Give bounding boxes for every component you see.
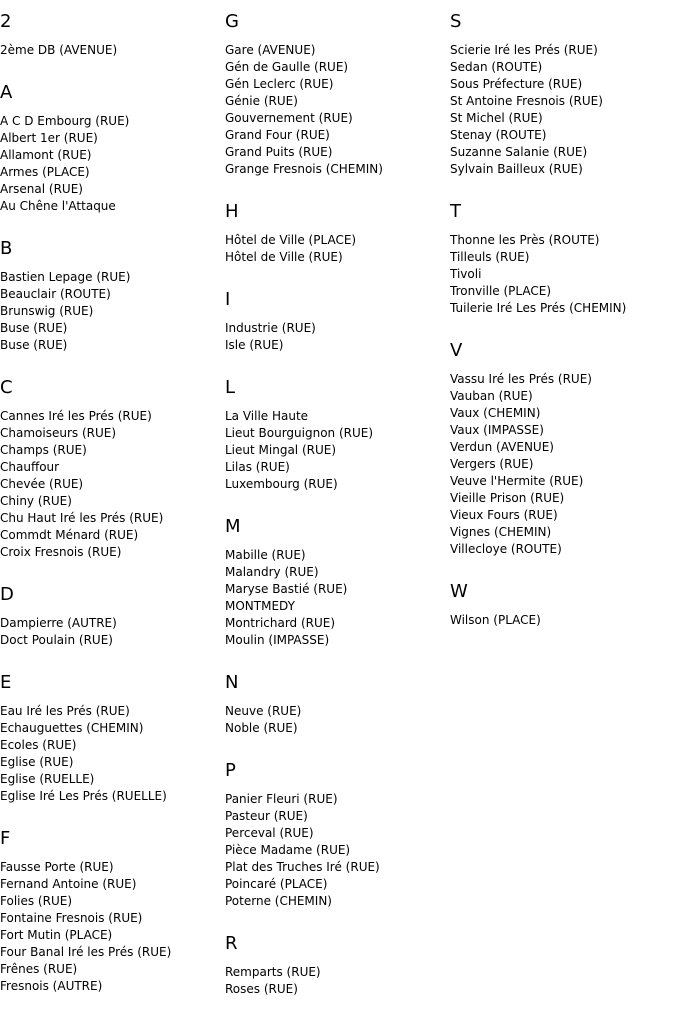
- street-list-item[interactable]: Panier Fleuri (RUE): [225, 792, 338, 806]
- letter-section: [450, 12, 675, 178]
- street-list-item[interactable]: Fresnois (AUTRE): [0, 979, 103, 993]
- street-list-item[interactable]: Beauclair (ROUTE): [0, 287, 111, 301]
- street-list-item[interactable]: Echauguettes (CHEMIN): [0, 721, 144, 735]
- street-list-item[interactable]: La Ville Haute: [225, 409, 309, 423]
- street-list: [225, 791, 450, 910]
- street-list: [225, 42, 450, 178]
- street-list: [450, 371, 675, 558]
- street-index-column-2: [225, 0, 450, 1022]
- letter-section: [225, 202, 450, 266]
- street-list-item[interactable]: Hôtel de Ville (RUE): [225, 250, 343, 264]
- street-list-item[interactable]: Eau Iré les Prés (RUE): [0, 704, 130, 718]
- street-list-item[interactable]: Chu Haut Iré les Prés (RUE): [0, 511, 164, 525]
- street-list: [0, 859, 225, 995]
- letter-section: [225, 761, 450, 910]
- street-list: [0, 269, 225, 354]
- street-list-item[interactable]: Chiny (RUE): [0, 494, 72, 508]
- street-list-item[interactable]: Arsenal (RUE): [0, 182, 83, 196]
- street-list-item[interactable]: Ecoles (RUE): [0, 738, 77, 752]
- street-list-item[interactable]: Perceval (RUE): [225, 826, 314, 840]
- street-list-item[interactable]: Gouvernement (RUE): [225, 111, 353, 125]
- street-list-item[interactable]: Fort Mutin (PLACE): [0, 928, 113, 942]
- section-letter-heading: I: [225, 289, 231, 310]
- street-list-item[interactable]: Chamoiseurs (RUE): [0, 426, 117, 440]
- street-list-item[interactable]: Doct Poulain (RUE): [0, 633, 113, 647]
- section-letter-heading: D: [0, 584, 14, 605]
- street-list-item[interactable]: Pièce Madame (RUE): [225, 843, 351, 857]
- street-list-item[interactable]: Folies (RUE): [0, 894, 72, 908]
- letter-section: [0, 378, 225, 561]
- letter-section: [225, 934, 450, 998]
- street-list-item[interactable]: Sylvain Bailleux (RUE): [450, 162, 583, 176]
- street-list-item[interactable]: Grand Puits (RUE): [225, 145, 333, 159]
- street-list-item[interactable]: Vieux Fours (RUE): [450, 508, 558, 522]
- section-letter-heading: M: [225, 516, 241, 537]
- letter-section: [0, 673, 225, 805]
- street-list-item[interactable]: Gén Leclerc (RUE): [225, 77, 334, 91]
- street-list-item[interactable]: Grand Four (RUE): [225, 128, 330, 142]
- street-list: [225, 320, 450, 354]
- street-list-item[interactable]: Lieut Mingal (RUE): [225, 443, 337, 457]
- street-list: [0, 42, 225, 59]
- street-list-item[interactable]: Isle (RUE): [225, 338, 284, 352]
- street-list-item[interactable]: Gén de Gaulle (RUE): [225, 60, 349, 74]
- street-list: [450, 42, 675, 178]
- section-letter-heading: V: [450, 340, 463, 361]
- street-list: [225, 703, 450, 737]
- letter-section: [225, 517, 450, 649]
- street-list: [0, 408, 225, 561]
- street-list-item[interactable]: Chevée (RUE): [0, 477, 84, 491]
- letter-section: [225, 673, 450, 737]
- street-list-item[interactable]: Tilleuls (RUE): [450, 250, 530, 264]
- section-letter-heading: B: [0, 238, 13, 259]
- street-list-item[interactable]: St Antoine Fresnois (RUE): [450, 94, 603, 108]
- letter-section: [0, 239, 225, 354]
- street-list: [225, 547, 450, 649]
- letter-section: [450, 582, 675, 629]
- street-list-item[interactable]: Au Chêne l'Attaque: [0, 199, 116, 213]
- street-list-item[interactable]: Frênes (RUE): [0, 962, 78, 976]
- street-list-item[interactable]: Vignes (CHEMIN): [450, 525, 552, 539]
- street-index-column-1: [0, 0, 225, 1019]
- street-list-item[interactable]: Eglise Iré Les Prés (RUELLE): [0, 789, 167, 803]
- street-list-item[interactable]: Noble (RUE): [225, 721, 298, 735]
- street-list-item[interactable]: St Michel (RUE): [450, 111, 543, 125]
- street-list-item[interactable]: Fontaine Fresnois (RUE): [0, 911, 143, 925]
- street-list-item[interactable]: Buse (RUE): [0, 338, 68, 352]
- street-list-item[interactable]: Moulin (IMPASSE): [225, 633, 330, 647]
- street-list-item[interactable]: Fausse Porte (RUE): [0, 860, 114, 874]
- street-list-item[interactable]: Pasteur (RUE): [225, 809, 308, 823]
- street-list-item[interactable]: Vaux (CHEMIN): [450, 406, 541, 420]
- letter-section: [0, 585, 225, 649]
- section-letter-heading: N: [225, 672, 239, 693]
- section-letter-heading: G: [225, 11, 239, 32]
- street-list-item[interactable]: Four Banal Iré les Prés (RUE): [0, 945, 172, 959]
- section-letter-heading: 2: [0, 11, 12, 32]
- street-list-item[interactable]: Albert 1er (RUE): [0, 131, 98, 145]
- street-list: [225, 408, 450, 493]
- street-list: [225, 232, 450, 266]
- street-list-item[interactable]: Malandry (RUE): [225, 565, 319, 579]
- section-letter-heading: S: [450, 11, 462, 32]
- street-list-item[interactable]: Vergers (RUE): [450, 457, 534, 471]
- street-list-item[interactable]: Veuve l'Hermite (RUE): [450, 474, 584, 488]
- street-list-item[interactable]: Hôtel de Ville (PLACE): [225, 233, 357, 247]
- street-list-item[interactable]: Buse (RUE): [0, 321, 68, 335]
- section-letter-heading: L: [225, 377, 236, 398]
- street-list-item[interactable]: Vieille Prison (RUE): [450, 491, 565, 505]
- street-list-item[interactable]: A C D Embourg (RUE): [0, 114, 130, 128]
- street-list-item[interactable]: Brunswig (RUE): [0, 304, 94, 318]
- street-list-item[interactable]: Grange Fresnois (CHEMIN): [225, 162, 383, 176]
- street-list-item[interactable]: Roses (RUE): [225, 982, 298, 996]
- street-list-item[interactable]: Luxembourg (RUE): [225, 477, 338, 491]
- street-list-item[interactable]: Armes (PLACE): [0, 165, 90, 179]
- street-list-item[interactable]: Eglise (RUE): [0, 755, 74, 769]
- section-letter-heading: R: [225, 933, 238, 954]
- section-letter-heading: H: [225, 201, 239, 222]
- letter-section: [225, 378, 450, 493]
- street-list: [450, 612, 675, 629]
- street-list: [0, 113, 225, 215]
- street-list-item[interactable]: Eglise (RUELLE): [0, 772, 95, 786]
- street-list-item[interactable]: Commdt Ménard (RUE): [0, 528, 139, 542]
- street-list-item[interactable]: Neuve (RUE): [225, 704, 302, 718]
- street-list-item[interactable]: Poincaré (PLACE): [225, 877, 328, 891]
- street-index-column-3: [450, 0, 675, 653]
- street-list-item[interactable]: Gare (AVENUE): [225, 43, 316, 57]
- letter-section: [0, 12, 225, 59]
- street-list: [450, 232, 675, 317]
- street-list-item[interactable]: Lilas (RUE): [225, 460, 290, 474]
- section-letter-heading: F: [0, 828, 11, 849]
- street-list-item[interactable]: Scierie Iré les Prés (RUE): [450, 43, 598, 57]
- street-list-item[interactable]: Montrichard (RUE): [225, 616, 336, 630]
- street-list-item[interactable]: Champs (RUE): [0, 443, 87, 457]
- street-list: [225, 964, 450, 998]
- street-list-item[interactable]: Chauffour: [0, 460, 60, 474]
- street-list-item[interactable]: Cannes Iré les Prés (RUE): [0, 409, 152, 423]
- street-list-item[interactable]: Remparts (RUE): [225, 965, 321, 979]
- street-list-item[interactable]: Maryse Bastié (RUE): [225, 582, 348, 596]
- street-list-item[interactable]: Bastien Lepage (RUE): [0, 270, 131, 284]
- street-list-item[interactable]: Vauban (RUE): [450, 389, 533, 403]
- street-list-item[interactable]: Plat des Truches Iré (RUE): [225, 860, 380, 874]
- street-list-item[interactable]: Stenay (ROUTE): [450, 128, 547, 142]
- street-list-item[interactable]: MONTMEDY: [225, 599, 295, 613]
- street-list-item[interactable]: Poterne (CHEMIN): [225, 894, 332, 908]
- street-list-item[interactable]: Tronville (PLACE): [450, 284, 552, 298]
- letter-section: [225, 12, 450, 178]
- letter-section: [450, 341, 675, 558]
- street-list-item[interactable]: Génie (RUE): [225, 94, 298, 108]
- street-list-item[interactable]: Suzanne Salanie (RUE): [450, 145, 588, 159]
- street-list: [0, 703, 225, 805]
- street-list-item[interactable]: Tivoli: [450, 267, 482, 281]
- street-list-item[interactable]: Verdun (AVENUE): [450, 440, 554, 454]
- street-list-item[interactable]: 2ème DB (AVENUE): [0, 43, 118, 57]
- section-letter-heading: C: [0, 377, 13, 398]
- street-list-item[interactable]: Lieut Bourguignon (RUE): [225, 426, 374, 440]
- street-list-item[interactable]: Villecloye (ROUTE): [450, 542, 562, 556]
- street-list: [0, 615, 225, 649]
- street-list-item[interactable]: Industrie (RUE): [225, 321, 316, 335]
- letter-section: [0, 83, 225, 215]
- street-list-item[interactable]: Vassu Iré les Prés (RUE): [450, 372, 592, 386]
- street-list-item[interactable]: Dampierre (AUTRE): [0, 616, 117, 630]
- street-list-item[interactable]: Croix Fresnois (RUE): [0, 545, 122, 559]
- street-list-item[interactable]: Mabille (RUE): [225, 548, 306, 562]
- section-letter-heading: A: [0, 82, 13, 103]
- section-letter-heading: E: [0, 672, 12, 693]
- street-list-item[interactable]: Sous Préfecture (RUE): [450, 77, 583, 91]
- street-list-item[interactable]: Thonne les Près (ROUTE): [450, 233, 600, 247]
- letter-section: [0, 829, 225, 995]
- street-list-item[interactable]: Vaux (IMPASSE): [450, 423, 544, 437]
- section-letter-heading: T: [450, 201, 461, 222]
- section-letter-heading: W: [450, 581, 468, 602]
- street-list-item[interactable]: Wilson (PLACE): [450, 613, 541, 627]
- letter-section: [450, 202, 675, 317]
- letter-section: [225, 290, 450, 354]
- street-list-item[interactable]: Fernand Antoine (RUE): [0, 877, 137, 891]
- street-list-item[interactable]: Tuilerie Iré Les Prés (CHEMIN): [450, 301, 627, 315]
- street-list-item[interactable]: Allamont (RUE): [0, 148, 92, 162]
- street-list-item[interactable]: Sedan (ROUTE): [450, 60, 543, 74]
- section-letter-heading: P: [225, 760, 236, 781]
